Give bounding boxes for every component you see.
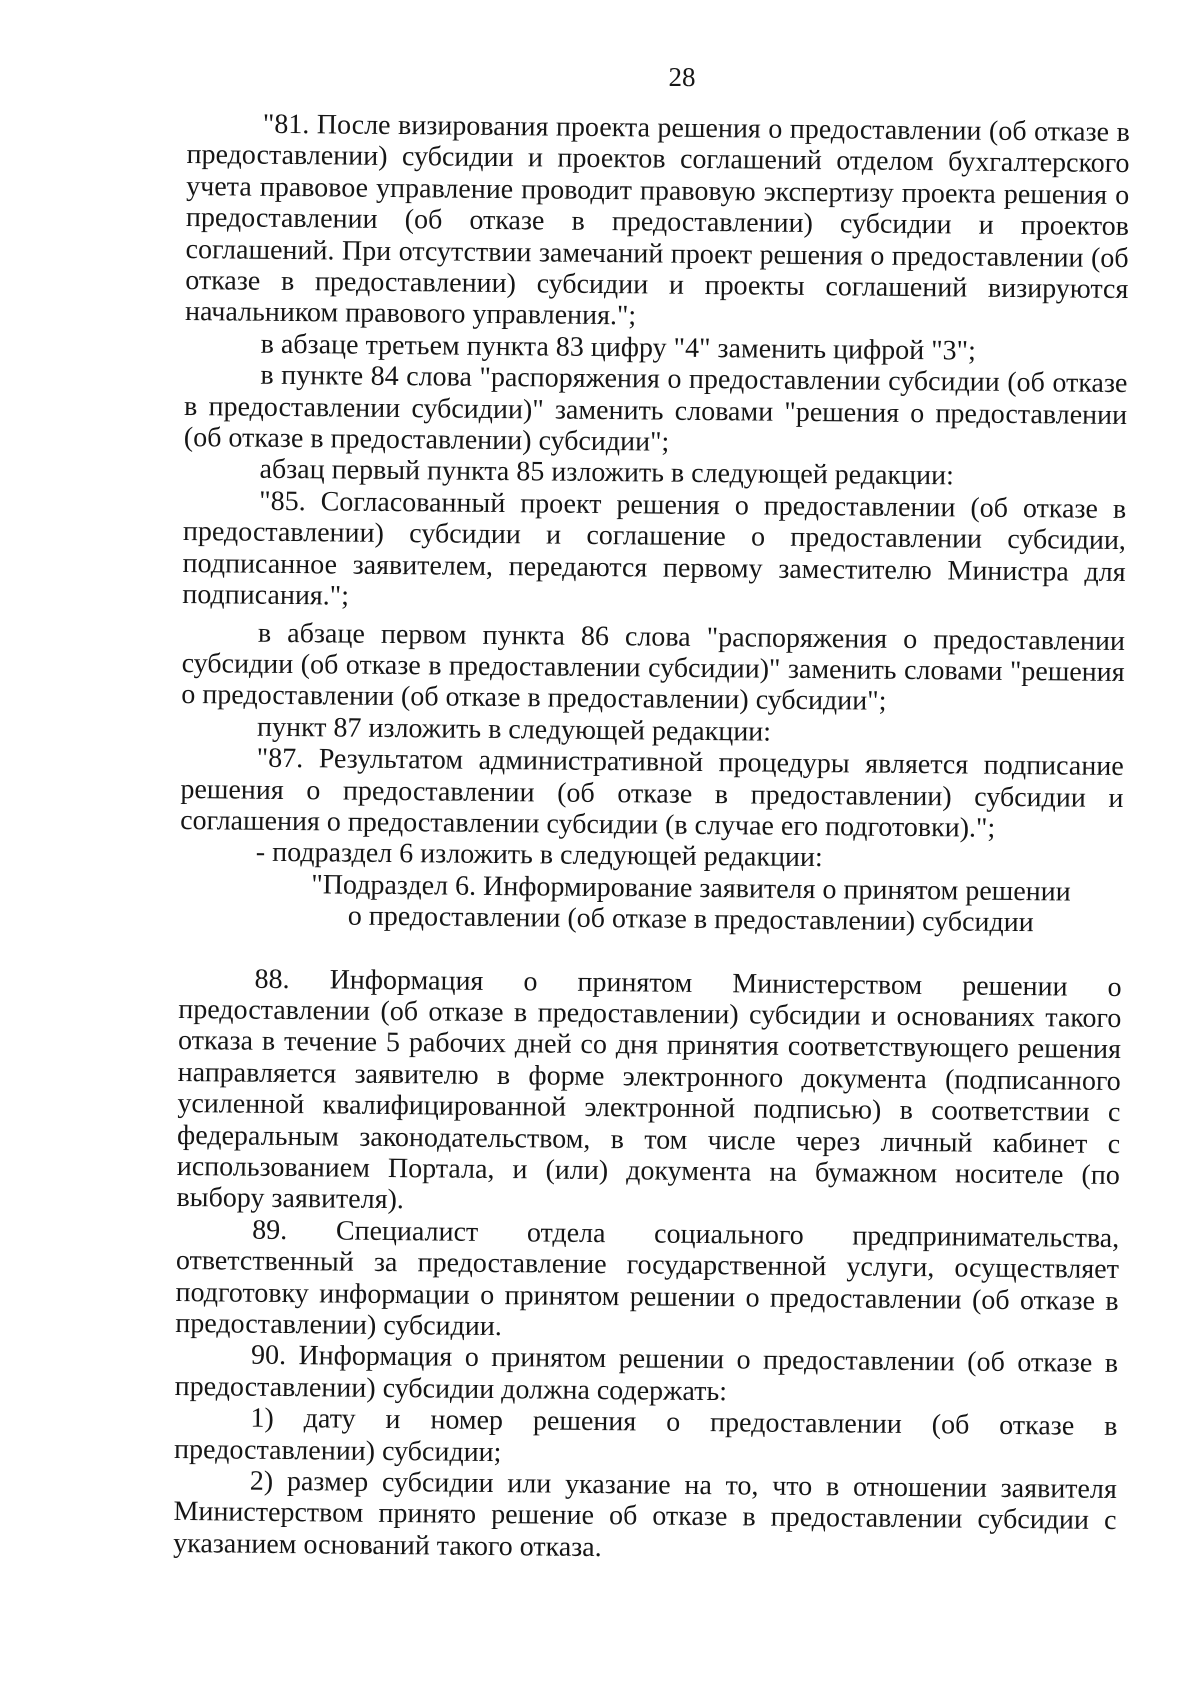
document-body bbox=[173, 108, 1130, 1568]
paragraph-amend-83: в абзаце третьем пункта 83 цифру "4" заменить цифрой "3"; bbox=[260, 328, 976, 367]
list-item-1: 1) дату и номер решения о предоставлении (об отказе в предоставлении) субсидии; bbox=[173, 1402, 1118, 1468]
list-item-2: 2) размер субсидии или указание на то, что в отношении заявителя Министерством принято решение об отказе в предоставлении субсидии с указанием оснований такого отказа. bbox=[173, 1465, 1117, 1563]
paragraph-85: "85. Согласованный проект решения о предоставлении (об отказе в предоставлении) субсидии и соглашение о предоставлении субсидии, подписанное заявителем, передаются первому заместителю Министра для подписания."; bbox=[182, 485, 1127, 612]
paragraph-amend-85: абзац первый пункта 85 изложить в следующей редакции: bbox=[259, 454, 954, 492]
page-number: 28 bbox=[668, 62, 696, 92]
paragraph-88: 88. Информация о принятом Министерством решении о предоставлении (об отказе в предоставлении) субсидии и основаниях такого отказа в течение 5 рабочих дней со дня принятия соответствующего решения направляется заявителю в форме электронного документа (подписанного усиленной квалифицированной электронной подписью) в соответствии с федеральным законодательством, в том числе через личный кабинет с использованием Портала, и (или) документа на бумажном носителе (по выбору заявителя). bbox=[176, 963, 1122, 1216]
subsection-heading-line2: о предоставлении (об отказе в предоставлении) субсидии bbox=[347, 900, 1034, 939]
paragraph-87: "87. Результатом административной процедуры является подписание решения о предоставлении (об отказе в предоставлении) субсидии и соглашения о предоставлении субсидии (в случае его подготовки)."; bbox=[180, 742, 1124, 844]
subsection-heading bbox=[259, 868, 1123, 939]
paragraph-amend-86: в абзаце первом пункта 86 слова "распоряжения о предоставлении субсидии (об отказе в предоставлении субсидии)" заменить словами "решения о предоставлении (об отказе в предоставлении) субсидии"; bbox=[181, 617, 1126, 718]
paragraph-amend-subsection-6: - подраздел 6 изложить в следующей редакции: bbox=[255, 837, 823, 874]
paragraph-81: "81. После визирования проекта решения о предоставлении (об отказе в предоставлении) субсидии и проектов соглашений отделом бухгалтерского учета правовое управление проводит правовую экспертизу проекта решения о предоставлении (об отказе в предоставлении) субсидии и проектов соглашений. При отсутствии замечаний проект решения о предоставлении (об отказе в предоставлении) субсидии и проекты соглашений визируются начальником правового управления."; bbox=[184, 108, 1130, 332]
paragraph-89: 89. Специалист отдела социального предпринимательства, ответственный за предоставление государственной услуги, осуществляет подготовку информации о принятом решении о предоставлении (об отказе в предоставлении) субсидии. bbox=[175, 1214, 1120, 1343]
paragraph-90: 90. Информация о принятом решении о предоставлении (об отказе в предоставлении) субсидии должна содержать: bbox=[174, 1340, 1119, 1408]
subsection-heading-line1: "Подраздел 6. Информирование заявителя о принятом решении bbox=[311, 868, 1071, 908]
paragraph-amend-84: в пункте 84 слова "распоряжения о предоставлении субсидии (об отказе в предоставлении субсидии)" заменить словами "решения о предоставлении (об отказе в предоставлении) субсидии"; bbox=[183, 359, 1128, 458]
paragraph-amend-87: пункт 87 изложить в следующей редакции: bbox=[256, 711, 772, 748]
